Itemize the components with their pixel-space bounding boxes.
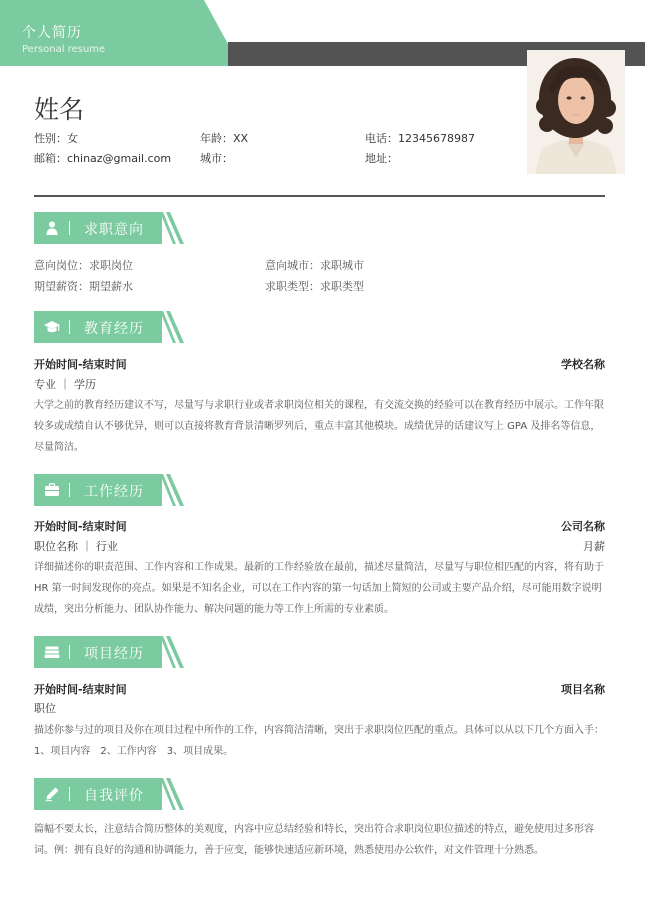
address-field: 地址： xyxy=(365,152,398,165)
work-description: 详细描述你的职责范围、工作内容和工作成果。最新的工作经验放在最前，描述尽量简洁，尽量写与职位相匹配的内容，将有助于 HR 第一时间发现你的亮点。如果是不知名企业，可以在工作内容的第一句话加上简短的公司或主要产品介绍，尽可能用数字说明成绩，突出分析能力、团队协作能力、解决问题的能力等工作上所需的专业素质。 xyxy=(34,562,604,615)
section-title: 自我评价 xyxy=(84,788,144,804)
section-header-evaluation xyxy=(34,778,179,810)
school-name: 学校名称 xyxy=(561,358,605,371)
section-title: 项目经历 xyxy=(84,646,144,662)
section-title: 求职意向 xyxy=(84,222,144,238)
monthly-salary: 月薪 xyxy=(583,540,605,553)
section-title: 教育经历 xyxy=(84,321,144,337)
gender-field: 性别：女 xyxy=(34,132,78,145)
job-type: 求职类型：求职类型 xyxy=(265,280,364,293)
profile-photo xyxy=(527,50,625,174)
self-evaluation-description: 篇幅不要太长，注意结合简历整体的美观度，内容中应总结经验和特长，突出符合求职岗位职位描述的特点，避免使用过多形容词。例：拥有良好的沟通和协调能力，善于应变，能够快速适应新环境，熟悉使用办公软件，对文件管理十分熟悉。 xyxy=(34,824,594,856)
phone-field: 电话：12345678987 xyxy=(365,132,475,145)
section-header-project xyxy=(34,636,179,668)
candidate-name: 姓名 xyxy=(34,95,85,124)
project-name: 项目名称 xyxy=(561,683,605,696)
email-field: 邮箱：chinaz@gmail.com xyxy=(34,152,172,165)
major-degree: 专业 ｜ 学历 xyxy=(34,378,96,391)
person-icon xyxy=(44,220,60,236)
company-name: 公司名称 xyxy=(561,520,605,533)
section-header-work xyxy=(34,474,179,506)
section-header-education xyxy=(34,311,179,343)
resume-title: 个人简历 xyxy=(22,25,82,41)
graduation-cap-icon xyxy=(44,319,60,335)
project-description: 描述你参与过的项目及你在项目过程中所作的工作，内容简洁清晰，突出于求职岗位匹配的重点。具体可以从以下几个方面入手：1、项目内容 2、工作内容 3、项目成果。 xyxy=(34,725,604,757)
intended-city: 意向城市：求职城市 xyxy=(265,259,364,272)
stack-icon xyxy=(44,644,60,660)
project-role: 职位 xyxy=(34,702,56,715)
section-title: 工作经历 xyxy=(84,484,144,500)
city-field: 城市： xyxy=(200,152,233,165)
intended-position: 意向岗位：求职岗位 xyxy=(34,259,133,272)
header-divider xyxy=(34,195,605,197)
education-description: 大学之前的教育经历建议不写，尽量写与求职行业或者求职岗位相关的课程，有交流交换的经验可以在教育经历中展示。工作年限较多或成绩自认不够优异，则可以直接将教育背景清晰罗列后，重点丰富其他模块。成绩优异的话建议写上 GPA 及排名等信息，尽量简洁。 xyxy=(34,400,604,453)
expected-salary: 期望薪资：期望薪水 xyxy=(34,280,133,293)
project-time: 开始时间-结束时间 xyxy=(34,683,127,696)
education-time: 开始时间-结束时间 xyxy=(34,358,127,371)
resume-subtitle: Personal resume xyxy=(22,44,106,55)
work-time: 开始时间-结束时间 xyxy=(34,520,127,533)
section-header-intention xyxy=(34,212,179,244)
briefcase-icon xyxy=(44,482,60,498)
age-field: 年龄：XX xyxy=(200,132,249,145)
job-title-industry: 职位名称 ｜ 行业 xyxy=(34,540,118,553)
pen-icon xyxy=(44,786,60,802)
